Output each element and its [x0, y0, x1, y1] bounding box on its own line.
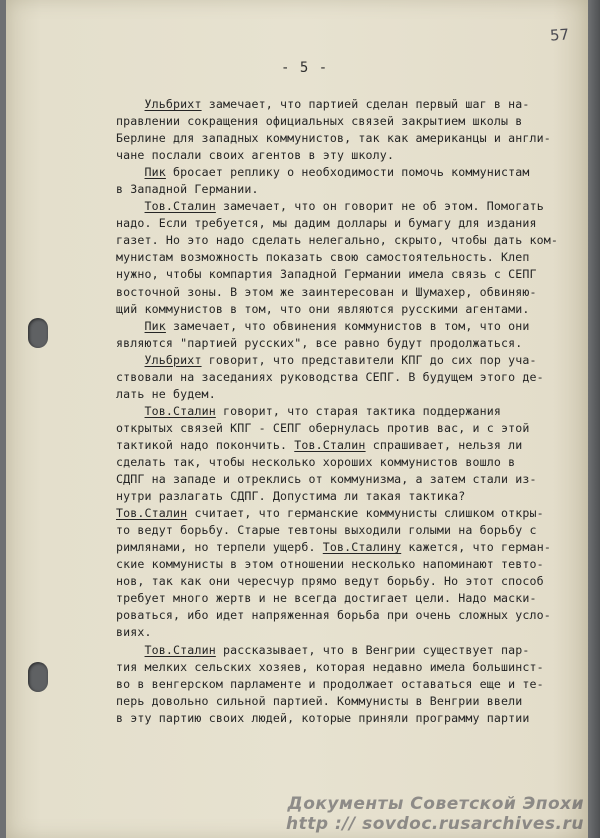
watermark-title: Документы Советской Эпохи	[287, 794, 584, 814]
text-line	[116, 676, 586, 693]
text-segment	[116, 353, 145, 367]
text-segment: надо. Если требуется, мы дадим доллары и бумагу для издания	[116, 216, 537, 231]
text-segment: правлении сокращения официальных связей закрытием школы в	[116, 114, 523, 129]
text-segment: чане послали своих агентов в эту школу.	[116, 148, 395, 163]
typed-text-body	[116, 96, 586, 727]
text-line	[116, 607, 586, 624]
text-line	[116, 130, 586, 147]
text-line	[116, 556, 586, 573]
text-segment: сделать так, чтобы несколько хороших коммунистов вошло в	[116, 454, 516, 469]
text-segment: нутри разлагать СДПГ. Допустима ли такая тактика?	[116, 489, 466, 504]
text-segment	[116, 165, 145, 179]
text-segment	[116, 404, 145, 418]
page-number: - 5 -	[281, 60, 329, 76]
text-line	[116, 505, 586, 522]
text-line	[116, 437, 586, 454]
speaker-name: Тов.Сталин	[116, 506, 188, 521]
archive-folio-number: 57	[549, 25, 570, 45]
text-segment: считает, что германские коммунисты слишком откры-	[187, 506, 544, 521]
text-segment	[116, 319, 145, 333]
text-line	[116, 198, 586, 215]
text-line	[116, 522, 586, 539]
watermark-url: http :// sovdoc.rusarchives.ru	[286, 814, 584, 834]
text-segment: замечает, что обвинения коммунистов в том, что они	[165, 318, 530, 333]
text-line	[116, 96, 586, 113]
speaker-name: Ульбрихт	[144, 352, 202, 367]
binder-hole-upper	[28, 318, 48, 348]
text-segment: тия мелких сельских хозяев, которая недавно имела большинст-	[116, 659, 544, 674]
text-line	[116, 266, 586, 283]
speaker-name: Пик	[144, 318, 166, 333]
text-segment: говорит, что представители КПГ до сих пор уча-	[201, 352, 537, 367]
text-segment: кажется, что герман-	[401, 540, 551, 555]
text-line	[116, 113, 586, 130]
speaker-name: Ульбрихт	[144, 97, 202, 111]
text-line	[116, 573, 586, 590]
text-segment: ские коммунисты в этом отношении несколько напоминают тевто-	[116, 557, 544, 572]
text-line	[116, 693, 586, 710]
text-line	[116, 488, 586, 505]
text-segment: нужно, чтобы компартия Западной Германии имела связь с СЕПГ	[116, 267, 537, 282]
scan-edge	[588, 0, 600, 838]
text-segment: то ведут борьбу. Старые тевтоны выходили голыми на борьбу с	[116, 523, 537, 538]
text-segment: СДПГ на западе и отреклись от коммунизма, а затем стали из-	[116, 472, 537, 487]
text-segment	[116, 643, 145, 657]
speaker-name: Тов.Сталин	[144, 642, 216, 657]
text-segment: замечает, что партией сделан первый шаг в на-	[201, 97, 530, 111]
text-line	[116, 249, 586, 266]
speaker-name: Пик	[144, 165, 166, 180]
text-line	[116, 454, 586, 471]
text-segment: в Западной Германии.	[116, 182, 259, 197]
binder-hole-lower	[28, 662, 48, 692]
text-segment: тактикой надо покончить.	[116, 437, 295, 452]
text-segment: спрашивает, нельзя ли	[365, 437, 523, 452]
text-segment: ствовали на заседаниях руководства СЕПГ. В будущем этого де-	[116, 369, 544, 384]
text-segment: бросает реплику о необходимости помочь коммунистам	[165, 165, 530, 180]
text-segment: роваться, ибо идет напряженная борьба при очень сложных усло-	[116, 608, 551, 623]
text-line	[116, 335, 586, 352]
text-segment: рассказывает, что в Венгрии существует пар-	[215, 642, 530, 657]
text-line	[116, 403, 586, 420]
text-segment	[116, 97, 145, 111]
speaker-name: Тов.Сталин	[144, 199, 216, 214]
text-segment: говорит, что старая тактика поддержания	[215, 403, 502, 418]
text-line	[116, 369, 586, 386]
text-segment: восточной зоны. В этом же заинтересован и Шумахер, обвиняю-	[116, 284, 537, 299]
text-segment: в эту партию своих людей, которые приняли программу партии	[116, 710, 530, 725]
speaker-name: Тов.Сталину	[322, 540, 402, 555]
text-line	[116, 386, 586, 403]
text-segment: лать не будем.	[116, 386, 216, 401]
text-line	[116, 659, 586, 676]
text-segment: виях.	[116, 625, 152, 640]
text-line	[116, 642, 586, 659]
text-line	[116, 301, 586, 318]
text-line	[116, 181, 586, 198]
text-line	[116, 539, 586, 556]
text-line	[116, 284, 586, 301]
text-segment: замечает, что он говорит не об этом. Помогать	[215, 199, 544, 214]
text-segment: нов, так как они чересчур прямо ведут борьбу. Но этот способ	[116, 574, 544, 589]
text-line	[116, 590, 586, 607]
text-line	[116, 164, 586, 181]
text-line	[116, 352, 586, 369]
text-line	[116, 624, 586, 641]
text-line	[116, 232, 586, 249]
text-line	[116, 710, 586, 727]
text-line	[116, 147, 586, 164]
speaker-name: Тов.Сталин	[294, 437, 366, 452]
text-line	[116, 471, 586, 488]
text-segment: открытых связей КПГ - СЕПГ обернулась против вас, и с этой	[116, 420, 530, 435]
text-segment: римлянами, но терпели ущерб.	[116, 540, 323, 555]
text-line	[116, 318, 586, 335]
text-line	[116, 420, 586, 437]
text-line	[116, 215, 586, 232]
text-segment: щий коммунистов в том, что они являются русскими агентами.	[116, 301, 530, 316]
text-segment	[116, 199, 145, 213]
text-segment: Берлине для западных коммунистов, так как американцы и англи-	[116, 131, 551, 146]
text-segment: мунистам возможность показать свою самостоятельность. Клеп	[116, 250, 530, 265]
document-page	[6, 0, 588, 838]
text-segment: перь довольно сильной партией. Коммунисты в Венгрии ввели	[116, 693, 523, 708]
text-segment: являются "партией русских", все равно будут продолжаться.	[116, 335, 523, 350]
speaker-name: Тов.Сталин	[144, 403, 216, 418]
text-segment: требует много жертв и не всегда достигает цели. Надо маски-	[116, 591, 537, 606]
text-segment: газет. Но это надо сделать нелегально, скрыто, чтобы дать ком-	[116, 233, 559, 248]
text-segment: во в венгерском парламенте и продолжает оставаться еще и те-	[116, 676, 544, 691]
